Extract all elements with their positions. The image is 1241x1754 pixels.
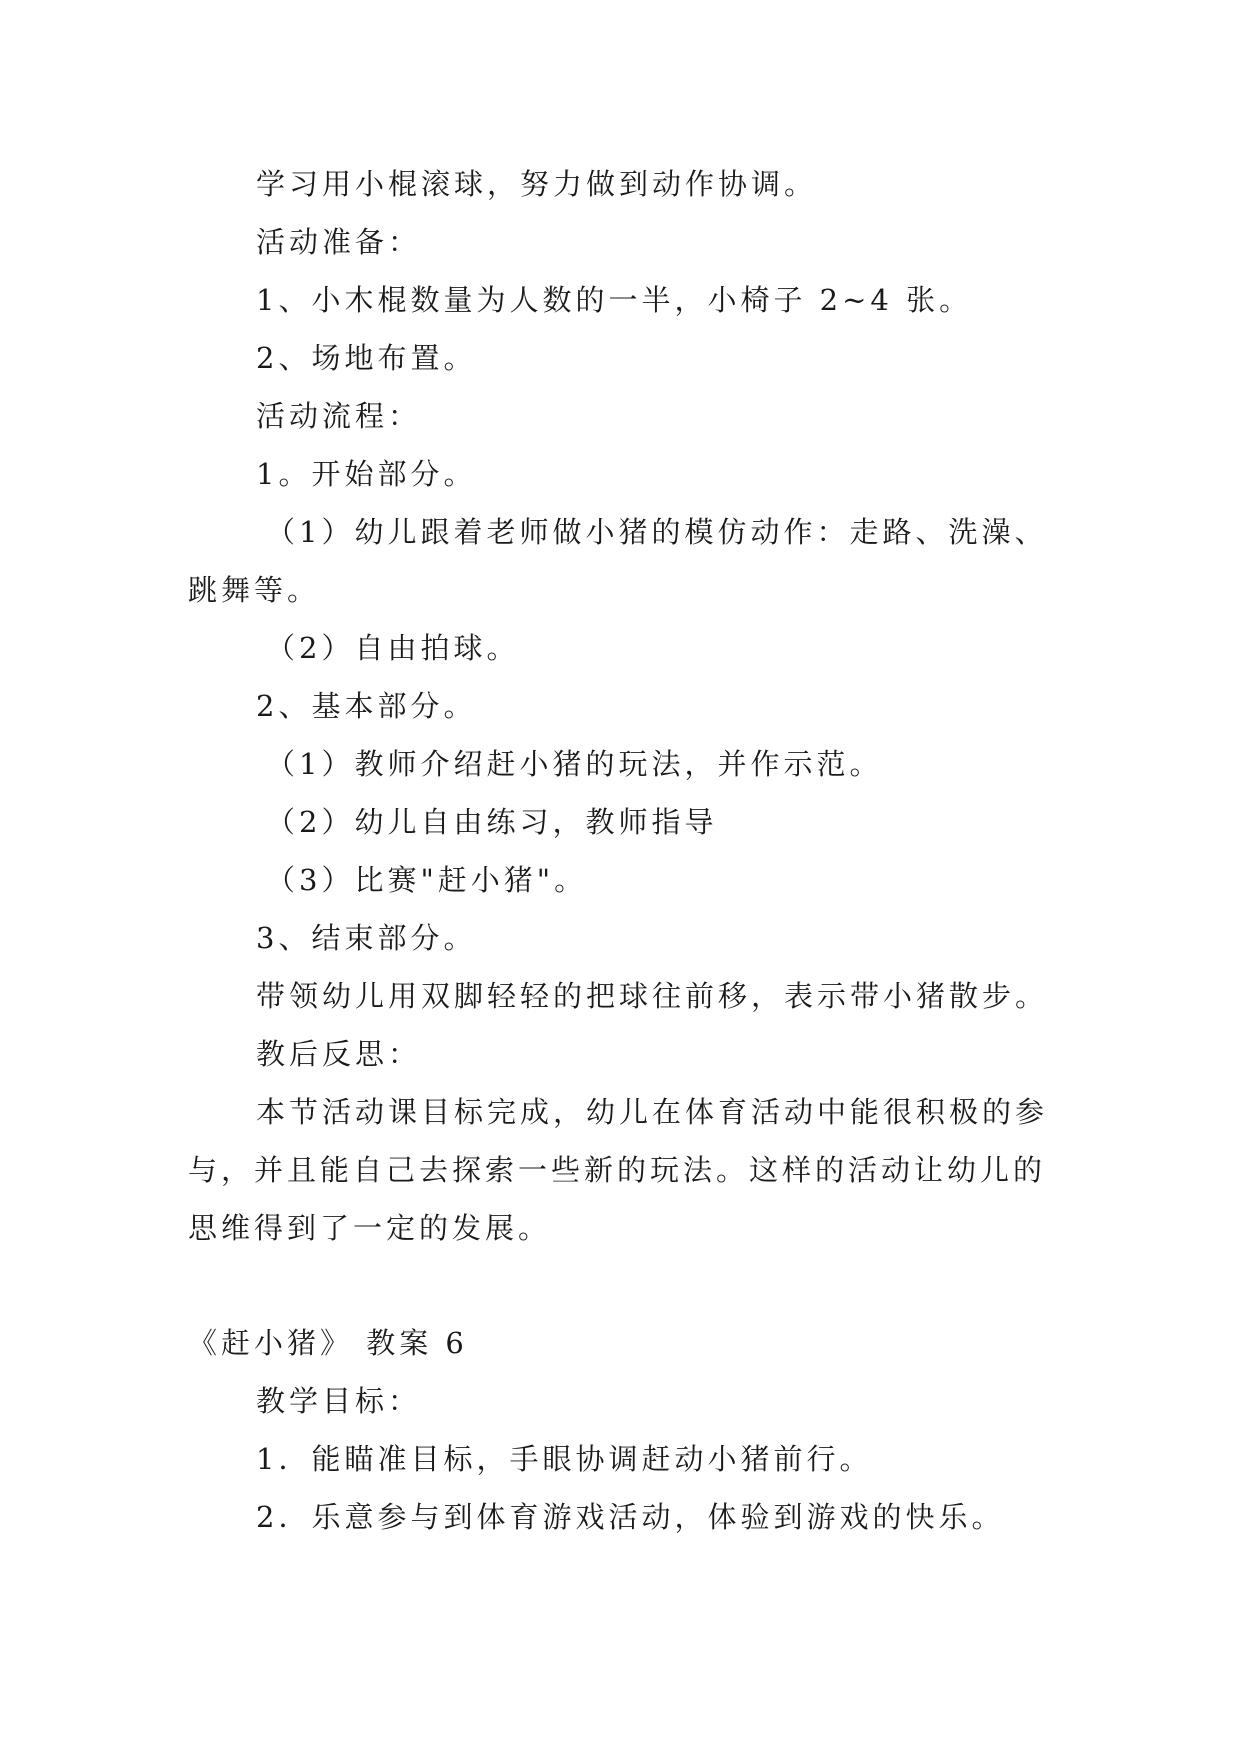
lesson-plan-title: 《赶小猪》 教案 6 [188,1326,468,1360]
reflection-text-1: 本节活动课目标完成，幼儿在体育活动中能很积极的参 [256,1095,1049,1129]
paragraph-goal: 学习用小棍滚球，努力做到动作协调。 [256,167,818,201]
heading-preparation: 活动准备： [256,225,422,259]
process-step-2-sub-2: （2）幼儿自由练习，教师指导 [266,805,718,839]
process-step-1-sub-1-cont: 跳舞等。 [188,573,321,607]
process-step-2-sub-3: （3）比赛"赶小猪"。 [266,863,588,897]
heading-teaching-goals: 教学目标： [256,1384,422,1418]
heading-reflection: 教后反思： [256,1037,422,1071]
teaching-goal-1: 1．能瞄准目标，手眼协调赶动小猪前行。 [256,1442,873,1476]
teaching-goal-2: 2．乐意参与到体育游戏活动，体验到游戏的快乐。 [256,1500,1005,1534]
process-step-2-sub-1: （1）教师介绍赶小猪的玩法，并作示范。 [266,747,883,781]
process-step-1: 1。开始部分。 [256,457,477,491]
process-step-1-sub-1: （1）幼儿跟着老师做小猪的模仿动作：走路、洗澡、 [266,515,1048,549]
preparation-item-2: 2、场地布置。 [256,341,477,375]
reflection-text-3: 思维得到了一定的发展。 [188,1211,552,1245]
preparation-item-1: 1、小木棍数量为人数的一半，小椅子 2~4 张。 [256,283,973,317]
process-step-2: 2、基本部分。 [256,689,477,723]
heading-process: 活动流程： [256,399,422,433]
process-step-3-text: 带领幼儿用双脚轻轻的把球往前移，表示带小猪散步。 [256,979,1049,1013]
process-step-3: 3、结束部分。 [256,921,477,955]
process-step-1-sub-2: （2）自由拍球。 [266,631,520,665]
reflection-text-2: 与，并且能自己去探索一些新的玩法。这样的活动让幼儿的 [188,1153,1047,1187]
